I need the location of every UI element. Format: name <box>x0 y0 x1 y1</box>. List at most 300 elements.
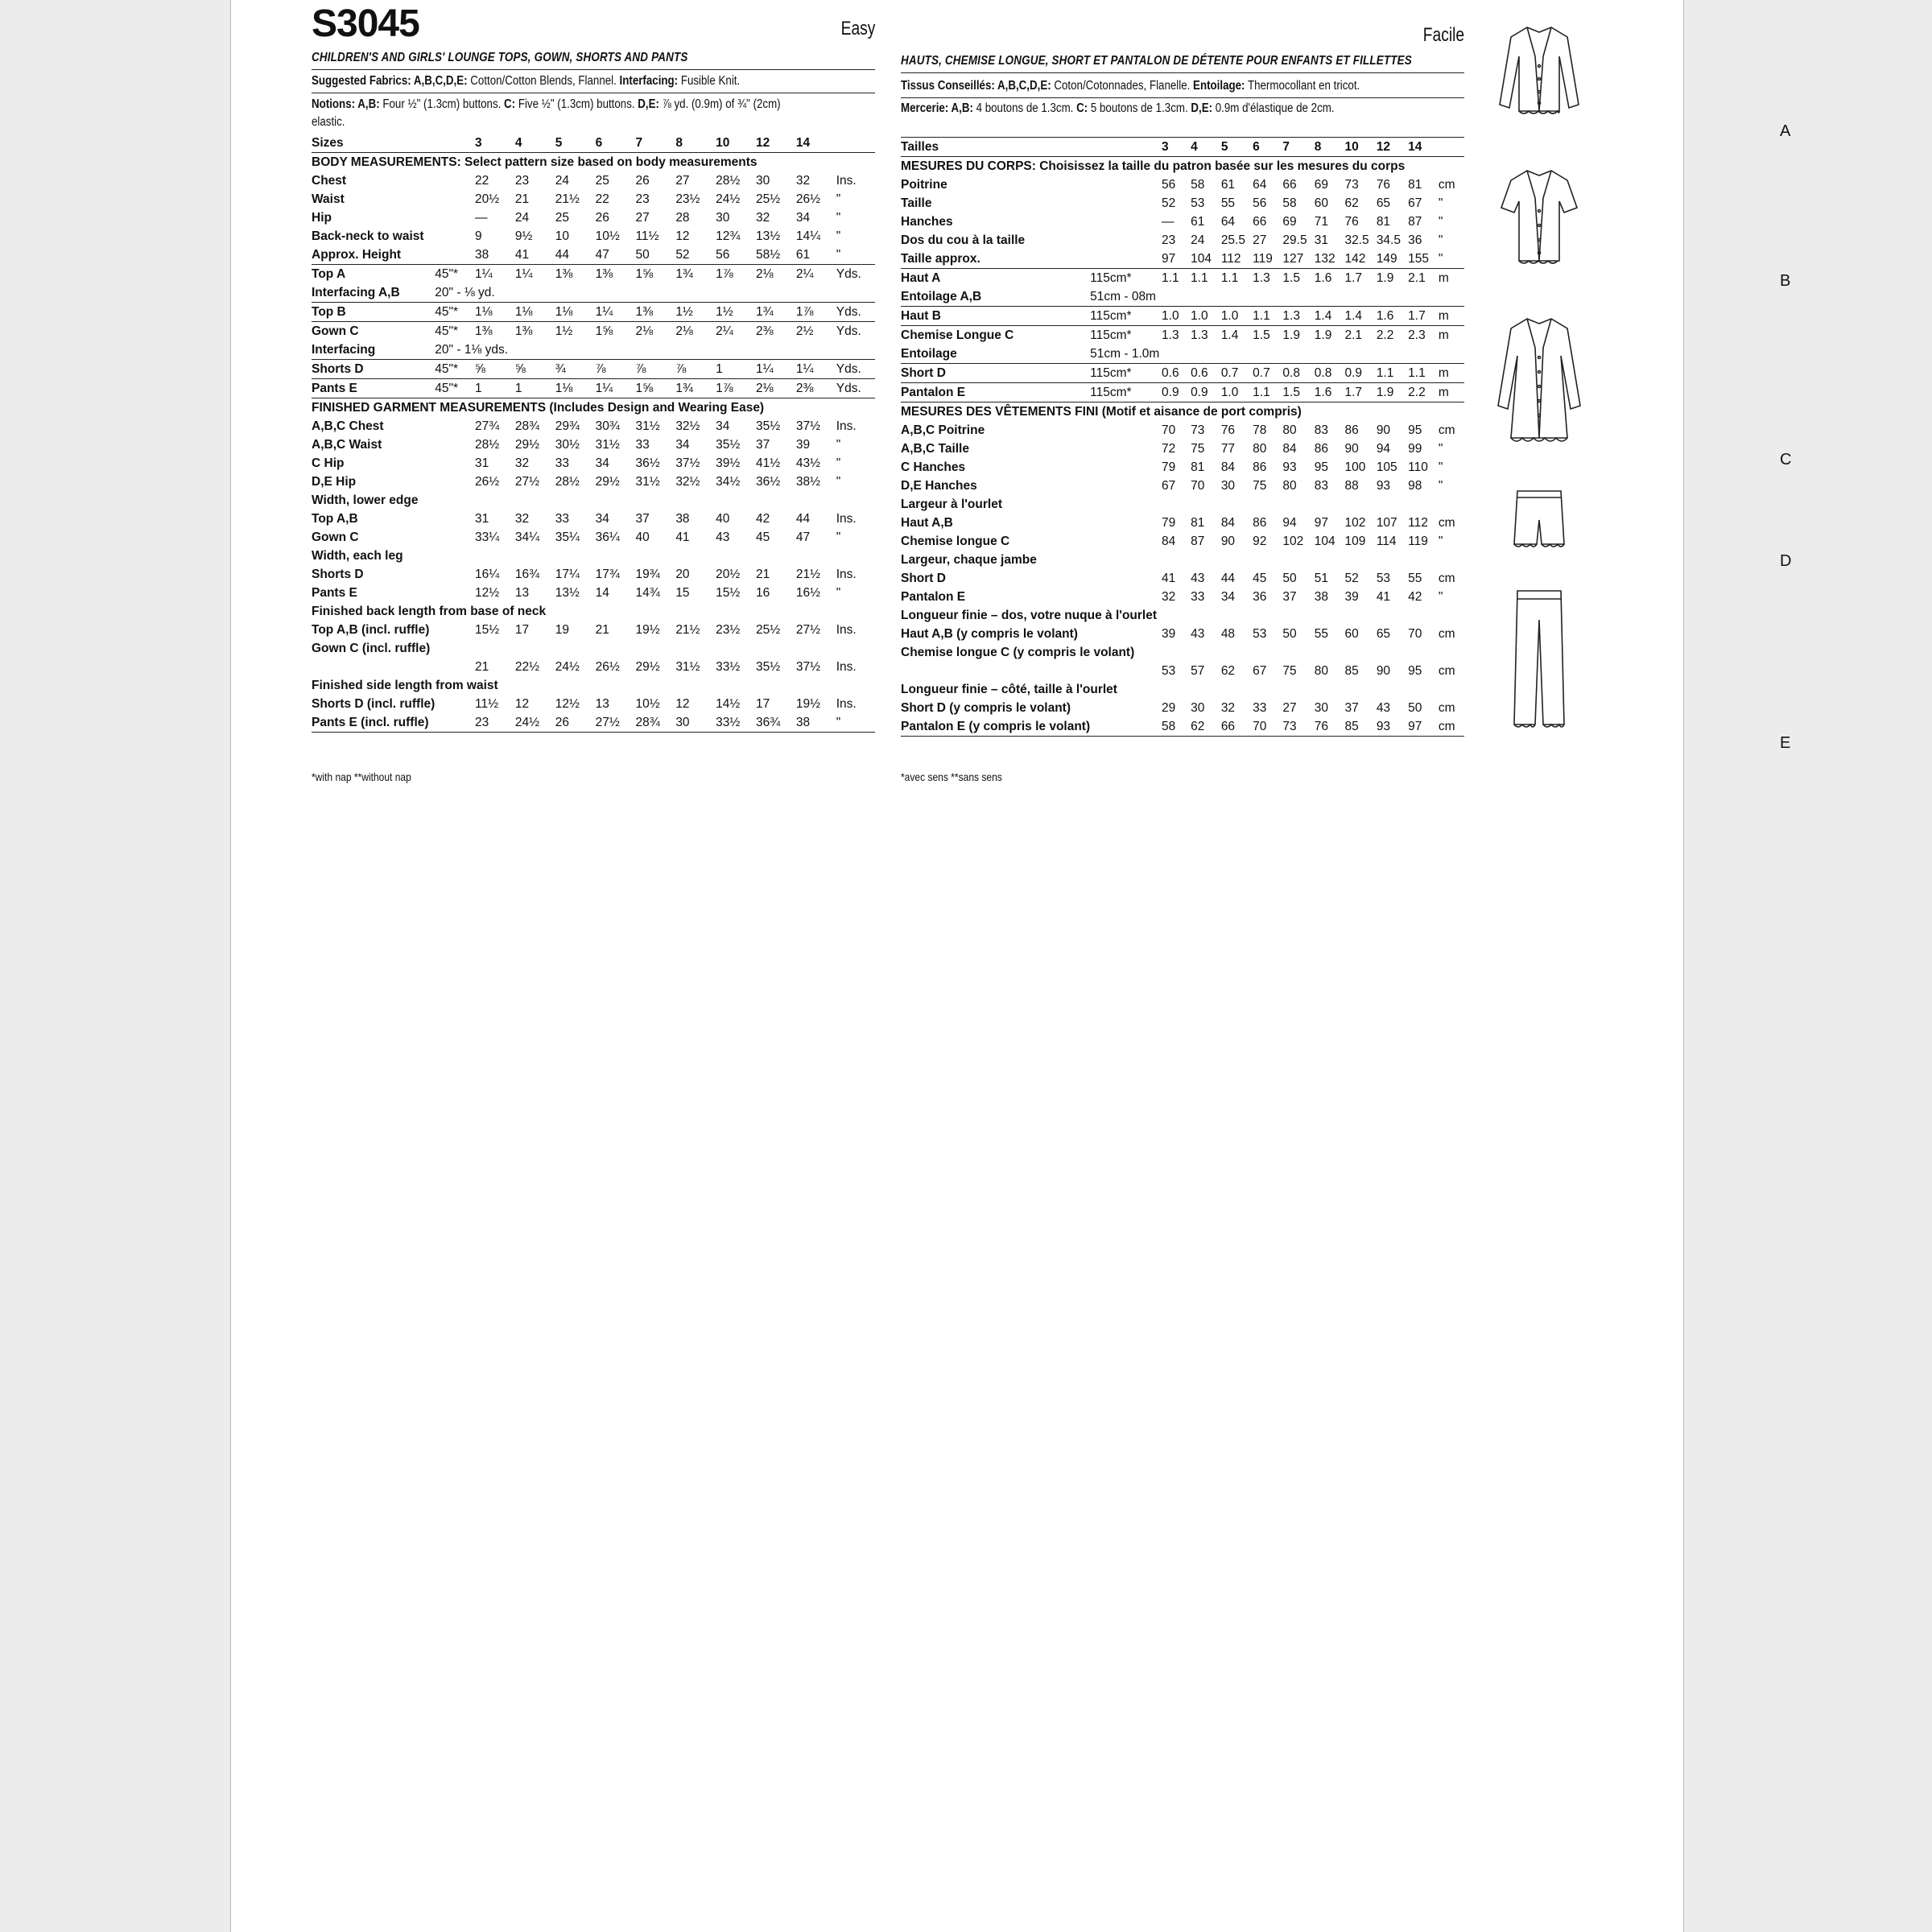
value-cell: 16½ <box>795 586 821 600</box>
value-cell: 27½ <box>596 713 636 733</box>
value-cell: 142 <box>1344 252 1366 266</box>
fabric-width: 115cm* <box>1090 326 1162 345</box>
value-cell: 1¾ <box>675 379 716 398</box>
value-cell: 1.3 <box>1162 326 1191 345</box>
value-cell: 80 <box>1314 664 1329 678</box>
value-cell: 22 <box>475 174 489 188</box>
view-label-d: D <box>1780 552 1792 570</box>
divider <box>901 97 1464 98</box>
value-cell: 47 <box>795 530 811 544</box>
value-cell: 53 <box>1191 196 1205 210</box>
value-cell: 36 <box>1253 590 1267 604</box>
value-cell: 12½ <box>475 586 500 600</box>
unit-cell: m <box>1439 326 1464 345</box>
yardage-row <box>312 283 875 303</box>
size-header: 6 <box>596 134 636 153</box>
value-cell: 58 <box>1282 196 1297 210</box>
value-cell: 41½ <box>756 456 781 470</box>
row-label: Waist <box>312 192 345 206</box>
value-cell: 110 <box>1408 460 1428 474</box>
spacer <box>1090 625 1162 643</box>
value-cell: 9½ <box>514 229 533 243</box>
row-label: Chemise longue C <box>901 535 1010 548</box>
table-row <box>312 454 875 473</box>
value-cell: 70 <box>1408 627 1422 641</box>
value-cell: 73 <box>1282 717 1314 737</box>
view-label-a: A <box>1780 122 1791 140</box>
value-cell: 34 <box>595 456 609 470</box>
value-cell: 87 <box>1408 215 1422 229</box>
value-cell: 14 <box>595 586 609 600</box>
value-cell: 100 <box>1344 460 1366 474</box>
spacer <box>435 584 475 602</box>
value-cell: 26½ <box>795 192 821 206</box>
value-cell: 64 <box>1220 215 1236 229</box>
table-row <box>312 208 875 227</box>
size-header: 12 <box>1377 138 1408 157</box>
unit-cell: " <box>836 475 841 489</box>
value-cell: 24½ <box>716 192 741 206</box>
spacer <box>1090 213 1162 231</box>
spacer <box>435 473 475 491</box>
pattern-sheet <box>230 0 1792 1932</box>
value-cell: 33 <box>555 512 569 526</box>
spacer <box>1090 440 1162 458</box>
value-cell: 1 <box>475 379 515 398</box>
value-cell: 10 <box>555 229 569 243</box>
divider <box>901 72 1464 73</box>
table-row <box>312 565 875 584</box>
table-row <box>312 510 875 528</box>
table-row <box>901 440 1464 458</box>
value-cell: 14½ <box>716 697 741 711</box>
yardage-row <box>901 364 1464 383</box>
value-cell: 1.1 <box>1221 269 1253 288</box>
value-cell: 1.1 <box>1162 269 1191 288</box>
value-cell: 35¼ <box>555 530 580 544</box>
size-header: 14 <box>1408 138 1439 157</box>
unit-cell: " <box>1438 196 1443 210</box>
table-row <box>312 473 875 491</box>
row-label: Approx. Height <box>312 248 402 262</box>
value-cell: 27¾ <box>475 419 500 433</box>
value-cell: 1⅞ <box>716 379 756 398</box>
value-cell: 39 <box>795 438 811 452</box>
value-cell: 75 <box>1282 664 1297 678</box>
pattern-title: HAUTS, CHEMISE LONGUE, SHORT ET PANTALON DE DÉTENTE POUR ENFANTS ET FILLETTES <box>901 54 1412 68</box>
value-cell: 26½ <box>595 660 620 674</box>
sizes-row <box>312 134 875 153</box>
value-cell: 97 <box>1162 252 1176 266</box>
difficulty-level: Easy <box>840 18 875 39</box>
spacer <box>1090 662 1162 680</box>
row-label: Haut B <box>901 307 1090 326</box>
value-cell: 24 <box>1191 233 1205 247</box>
value-cell: 28½ <box>555 475 580 489</box>
value-cell: 37½ <box>795 660 821 674</box>
value-cell: 86 <box>1314 442 1329 456</box>
yardage-row <box>901 326 1464 345</box>
value-cell: 14¾ <box>635 586 660 600</box>
unit-cell: " <box>836 713 875 733</box>
value-cell: 95 <box>1314 460 1329 474</box>
table-row <box>901 662 1464 680</box>
value-cell: 33 <box>635 438 650 452</box>
value-cell: 0.7 <box>1221 364 1253 383</box>
unit-cell: Ins. <box>836 568 857 581</box>
value-cell: 50 <box>1408 701 1422 715</box>
value-cell: 29¾ <box>555 419 580 433</box>
value-cell: 0.9 <box>1344 364 1376 383</box>
fabric-width: 45"* <box>435 303 475 322</box>
value-cell: 32.5 <box>1344 233 1369 247</box>
value-cell: 17¾ <box>595 568 620 581</box>
value-cell: 1⅜ <box>475 322 515 341</box>
unit-cell: cm <box>1438 664 1455 678</box>
value-cell: 34½ <box>716 475 741 489</box>
value-cell: 84 <box>1220 460 1236 474</box>
value-cell: 0.8 <box>1315 364 1345 383</box>
value-cell: 86 <box>1344 423 1359 437</box>
value-cell: 47 <box>595 248 609 262</box>
value-cell: 31½ <box>595 438 620 452</box>
value-cell: 1⅜ <box>635 303 675 322</box>
value-cell: 30 <box>756 174 770 188</box>
fabric-width: 51cm - 1.0m <box>1090 347 1160 361</box>
view-label-c: C <box>1780 451 1792 469</box>
row-label: Back-neck to waist <box>312 229 424 243</box>
fabric-width: 115cm* <box>1090 269 1162 288</box>
value-cell: 32 <box>1162 590 1176 604</box>
value-cell: 29½ <box>514 438 540 452</box>
value-cell: 1.1 <box>1253 307 1282 326</box>
row-label: A,B,C Waist <box>312 438 382 452</box>
value-cell: 60 <box>1314 196 1329 210</box>
value-cell: 57 <box>1191 664 1205 678</box>
unit-cell: " <box>1438 252 1443 266</box>
value-cell: 1¼ <box>596 303 636 322</box>
value-cell: 36 <box>1408 233 1422 247</box>
yardage-row <box>312 322 875 341</box>
value-cell: 33½ <box>716 713 756 733</box>
value-cell: 1¾ <box>675 265 716 284</box>
value-cell: 34¼ <box>514 530 540 544</box>
table-row <box>312 491 875 510</box>
size-header: 7 <box>635 134 675 153</box>
row-label: Shorts D <box>312 568 364 581</box>
value-cell: 90 <box>1376 664 1391 678</box>
view-label-b: B <box>1780 272 1791 290</box>
unit-cell: " <box>836 248 841 262</box>
value-cell: 76 <box>1220 423 1236 437</box>
value-cell: 1⅛ <box>475 303 515 322</box>
value-cell: 2.2 <box>1408 383 1439 402</box>
table-row <box>901 495 1464 514</box>
value-cell: 44 <box>795 512 811 526</box>
value-cell: 1¼ <box>475 265 515 284</box>
spacer <box>435 565 475 584</box>
row-label: A,B,C Chest <box>312 419 384 433</box>
unit-cell: cm <box>1439 717 1464 737</box>
value-cell: 34 <box>795 211 811 225</box>
value-cell: 1.6 <box>1377 307 1408 326</box>
value-cell: 1¼ <box>596 379 636 398</box>
value-cell: 38 <box>1314 590 1329 604</box>
table-row <box>312 436 875 454</box>
value-cell: 30 <box>1191 701 1205 715</box>
value-cell: 75 <box>1191 442 1205 456</box>
value-cell: 58½ <box>756 248 781 262</box>
notions-continued: elastic. <box>312 115 345 129</box>
value-cell: 99 <box>1408 442 1422 456</box>
value-cell: 32 <box>514 512 530 526</box>
value-cell: 1⅜ <box>515 322 555 341</box>
table-row <box>901 588 1464 606</box>
value-cell: 34 <box>1220 590 1236 604</box>
value-cell: 93 <box>1282 460 1297 474</box>
spacer <box>435 436 475 454</box>
value-cell: 50 <box>1282 572 1297 585</box>
unit-cell: Yds. <box>836 322 875 341</box>
value-cell: 80 <box>1282 479 1297 493</box>
fabric-width: 115cm* <box>1090 307 1162 326</box>
value-cell: 43½ <box>795 456 821 470</box>
value-cell: 72 <box>1162 442 1176 456</box>
value-cell: 31 <box>1314 233 1329 247</box>
value-cell: 149 <box>1376 252 1397 266</box>
row-label: Width, lower edge <box>312 493 419 507</box>
value-cell: 1.1 <box>1191 269 1221 288</box>
value-cell: 37 <box>756 438 770 452</box>
value-cell: 58 <box>1162 717 1191 737</box>
yardage-row <box>312 360 875 379</box>
value-cell: 76 <box>1315 717 1345 737</box>
row-label: Gown C (incl. ruffle) <box>312 642 431 655</box>
value-cell: 79 <box>1162 460 1176 474</box>
value-cell: 29 <box>1162 701 1176 715</box>
value-cell: 1¾ <box>756 303 796 322</box>
value-cell: 87 <box>1191 535 1205 548</box>
suggested-fabrics: Tissus Conseillés: A,B,C,D,E: Coton/Cotonnades, Flanelle. Entoilage: Thermocollant en tricot. <box>901 79 1360 93</box>
value-cell: 26½ <box>475 475 500 489</box>
value-cell: 32 <box>514 456 530 470</box>
value-cell: 30 <box>1314 701 1329 715</box>
unit-cell: " <box>1438 233 1443 247</box>
value-cell: 2.1 <box>1344 326 1376 345</box>
value-cell: 86 <box>1253 516 1267 530</box>
section-heading <box>901 157 1464 176</box>
table-row <box>901 625 1464 643</box>
value-cell: 1.7 <box>1344 383 1376 402</box>
value-cell: 20½ <box>716 568 741 581</box>
value-cell: 73 <box>1191 423 1205 437</box>
row-label: D,E Hanches <box>901 479 977 493</box>
value-cell: 42 <box>756 512 770 526</box>
value-cell: 2⅜ <box>796 379 836 398</box>
value-cell: 109 <box>1344 535 1366 548</box>
value-cell: 62 <box>1220 664 1236 678</box>
table-row <box>901 606 1464 625</box>
row-label: Pants E <box>312 379 435 398</box>
table-row <box>901 458 1464 477</box>
table-row <box>312 676 875 695</box>
value-cell: 62 <box>1344 196 1359 210</box>
spacer <box>1090 194 1162 213</box>
unit-cell: Yds. <box>836 265 875 284</box>
value-cell: 85 <box>1344 717 1376 737</box>
value-cell: 102 <box>1282 535 1304 548</box>
unit-cell: Ins. <box>836 660 857 674</box>
row-label: Gown C <box>312 530 359 544</box>
value-cell: 84 <box>1162 535 1176 548</box>
value-cell: 27 <box>675 174 690 188</box>
value-cell: 13½ <box>555 586 580 600</box>
value-cell: 15 <box>675 586 690 600</box>
value-cell: 35½ <box>756 660 781 674</box>
value-cell: 1⅛ <box>555 379 596 398</box>
value-cell: 12½ <box>555 697 580 711</box>
body-measurements-heading: MESURES DU CORPS: Choisissez la taille du patron basée sur les mesures du corps <box>901 159 1406 173</box>
value-cell: 51 <box>1314 572 1329 585</box>
fabric-width: 45"* <box>435 379 475 398</box>
value-cell: 107 <box>1376 516 1397 530</box>
value-cell: 14¼ <box>795 229 821 243</box>
value-cell: 21½ <box>675 623 700 637</box>
value-cell: 104 <box>1191 252 1212 266</box>
fabric-width: 20" - 1⅛ yds. <box>435 343 509 357</box>
table-row <box>901 421 1464 440</box>
row-label: Longueur finie – dos, votre nuque à l'ourlet <box>901 609 1158 622</box>
value-cell: 81 <box>1191 516 1205 530</box>
spacer <box>1090 458 1162 477</box>
value-cell: 21 <box>475 660 489 674</box>
value-cell: 1.5 <box>1253 326 1282 345</box>
value-cell: 97 <box>1408 717 1439 737</box>
unit-cell: Ins. <box>836 697 857 711</box>
table-row <box>901 250 1464 269</box>
value-cell: 27½ <box>514 475 540 489</box>
value-cell: 119 <box>1253 252 1273 266</box>
value-cell: 70 <box>1162 423 1176 437</box>
value-cell: 21½ <box>795 568 821 581</box>
size-header: 5 <box>1221 138 1253 157</box>
value-cell: 19½ <box>795 697 821 711</box>
fabric-width: 45"* <box>435 265 475 284</box>
value-cell: 30½ <box>555 438 580 452</box>
value-cell: 70 <box>1191 479 1205 493</box>
value-cell: 2⅛ <box>675 322 716 341</box>
spacer <box>435 528 475 547</box>
value-cell: 67 <box>1253 664 1267 678</box>
value-cell: 20½ <box>475 192 500 206</box>
value-cell: 1¼ <box>515 265 555 284</box>
value-cell: ⅞ <box>635 360 675 379</box>
row-label: Short D (y compris le volant) <box>901 701 1071 715</box>
row-label: Chemise longue C (y compris le volant) <box>901 646 1135 659</box>
row-label: Interfacing A,B <box>312 286 400 299</box>
value-cell: ⅞ <box>675 360 716 379</box>
row-label: Taille <box>901 196 932 210</box>
value-cell: 40 <box>635 530 650 544</box>
long-sleeve-top-icon <box>1495 24 1583 125</box>
unit-cell: Ins. <box>836 623 857 637</box>
spacer <box>435 695 475 713</box>
table-row <box>312 695 875 713</box>
unit-cell: " <box>836 456 841 470</box>
size-header: 3 <box>1162 138 1191 157</box>
value-cell: 1.5 <box>1282 269 1314 288</box>
unit-cell: Yds. <box>836 360 875 379</box>
value-cell: 80 <box>1282 423 1297 437</box>
size-header: 14 <box>796 134 836 153</box>
spacer <box>435 621 475 639</box>
row-label: Largeur à l'ourlet <box>901 497 1002 511</box>
difficulty-level: Facile <box>1422 24 1464 46</box>
value-cell: 95 <box>1408 664 1422 678</box>
value-cell: 43 <box>1191 627 1205 641</box>
value-cell: 1¼ <box>796 360 836 379</box>
spacer <box>435 171 475 190</box>
table-row <box>901 231 1464 250</box>
unit-cell: cm <box>1438 423 1455 437</box>
value-cell: 37½ <box>795 419 821 433</box>
value-cell: 25 <box>555 211 569 225</box>
value-cell: 75 <box>1253 479 1267 493</box>
value-cell: 104 <box>1314 535 1335 548</box>
spacer <box>435 246 475 265</box>
value-cell: 85 <box>1344 664 1359 678</box>
unit-cell: Yds. <box>836 379 875 398</box>
value-cell: ⅝ <box>515 360 555 379</box>
value-cell: 43 <box>1376 701 1391 715</box>
unit-cell: cm <box>1438 572 1455 585</box>
value-cell: 26 <box>635 174 650 188</box>
value-cell: 1.4 <box>1315 307 1345 326</box>
table-row <box>312 602 875 621</box>
spacer <box>1090 532 1162 551</box>
value-cell: 56 <box>716 248 730 262</box>
value-cell: 0.6 <box>1191 364 1221 383</box>
spacer <box>435 227 475 246</box>
value-cell: 27 <box>1253 233 1267 247</box>
fabric-width: 115cm* <box>1090 364 1162 383</box>
unit-cell: m <box>1439 364 1464 383</box>
row-label: Entoilage <box>901 347 957 361</box>
unit-cell: Ins. <box>836 512 857 526</box>
value-cell: 55 <box>1220 196 1236 210</box>
value-cell: 39½ <box>716 456 741 470</box>
fabric-width: 20" - ⅛ yd. <box>435 286 495 299</box>
value-cell: 30¾ <box>595 419 620 433</box>
value-cell: 52 <box>675 248 690 262</box>
value-cell: 56 <box>1253 196 1267 210</box>
spacer <box>435 454 475 473</box>
value-cell: 11½ <box>475 697 499 711</box>
spacer <box>1090 138 1162 157</box>
row-label: Haut A,B <box>901 516 953 530</box>
value-cell: 66 <box>1282 178 1297 192</box>
value-cell: 0.9 <box>1191 383 1221 402</box>
unit-cell: cm <box>1438 701 1455 715</box>
value-cell: 30 <box>716 211 730 225</box>
value-cell: 94 <box>1376 442 1391 456</box>
value-cell: 31 <box>475 456 489 470</box>
table-row <box>312 584 875 602</box>
spacer <box>1090 569 1162 588</box>
value-cell: 1.6 <box>1315 269 1345 288</box>
value-cell: 81 <box>1191 460 1205 474</box>
row-label: C Hip <box>312 456 345 470</box>
